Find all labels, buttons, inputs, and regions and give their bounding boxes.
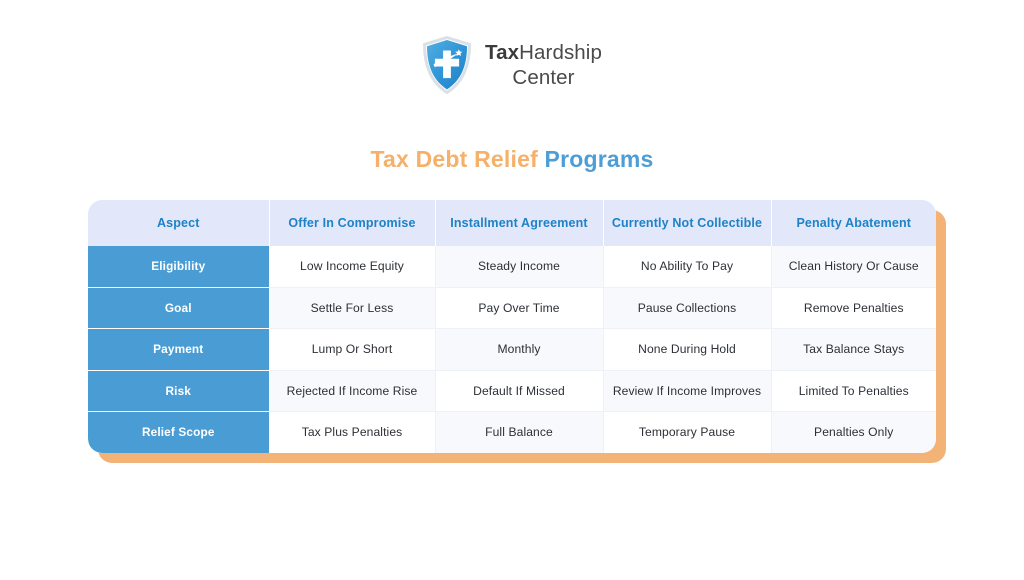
table-row <box>88 412 936 453</box>
table-cell: Monthly <box>435 329 603 371</box>
column-header-currently-not-collectible: Currently Not Collectible <box>603 200 771 246</box>
table-cell: Clean History Or Cause <box>771 246 936 287</box>
column-header-installment-agreement: Installment Agreement <box>435 200 603 246</box>
table-cell: Default If Missed <box>435 370 603 412</box>
row-label-goal: Goal <box>88 287 269 329</box>
table-cell: Full Balance <box>435 412 603 453</box>
brand-name-line2: Center <box>512 66 575 89</box>
page-title-orange: Tax Debt Relief <box>370 146 545 172</box>
brand-name <box>485 40 602 90</box>
table-cell: Limited To Penalties <box>771 370 936 412</box>
comparison-table-card <box>88 200 936 453</box>
row-label-risk: Risk <box>88 370 269 412</box>
table-header-row <box>88 200 936 246</box>
shield-cross-icon <box>422 36 472 94</box>
brand-name-rest: Hardship <box>519 41 602 64</box>
column-header-offer-in-compromise: Offer In Compromise <box>269 200 435 246</box>
table-cell: Settle For Less <box>269 287 435 329</box>
table-row <box>88 370 936 412</box>
table-cell: Penalties Only <box>771 412 936 453</box>
comparison-table-container <box>88 200 936 453</box>
table-cell: Low Income Equity <box>269 246 435 287</box>
table-cell: Pay Over Time <box>435 287 603 329</box>
table-row <box>88 246 936 287</box>
table-cell: Rejected If Income Rise <box>269 370 435 412</box>
table-cell: Steady Income <box>435 246 603 287</box>
column-header-aspect: Aspect <box>88 200 269 246</box>
table-body <box>88 246 936 453</box>
table-cell: Remove Penalties <box>771 287 936 329</box>
table-cell: Lump Or Short <box>269 329 435 371</box>
table-cell: No Ability To Pay <box>603 246 771 287</box>
brand-lockup <box>0 36 1024 94</box>
table-row <box>88 329 936 371</box>
table-row <box>88 287 936 329</box>
page-title <box>0 146 1024 173</box>
comparison-table <box>88 200 936 453</box>
table-header <box>88 200 936 246</box>
column-header-penalty-abatement: Penalty Abatement <box>771 200 936 246</box>
brand-name-bold: Tax <box>485 41 520 64</box>
table-cell: Pause Collections <box>603 287 771 329</box>
table-cell: Tax Plus Penalties <box>269 412 435 453</box>
row-label-eligibility: Eligibility <box>88 246 269 287</box>
table-cell: Review If Income Improves <box>603 370 771 412</box>
table-cell: None During Hold <box>603 329 771 371</box>
table-cell: Temporary Pause <box>603 412 771 453</box>
row-label-relief-scope: Relief Scope <box>88 412 269 453</box>
row-label-payment: Payment <box>88 329 269 371</box>
table-cell: Tax Balance Stays <box>771 329 936 371</box>
page-title-blue: Programs <box>544 146 654 172</box>
